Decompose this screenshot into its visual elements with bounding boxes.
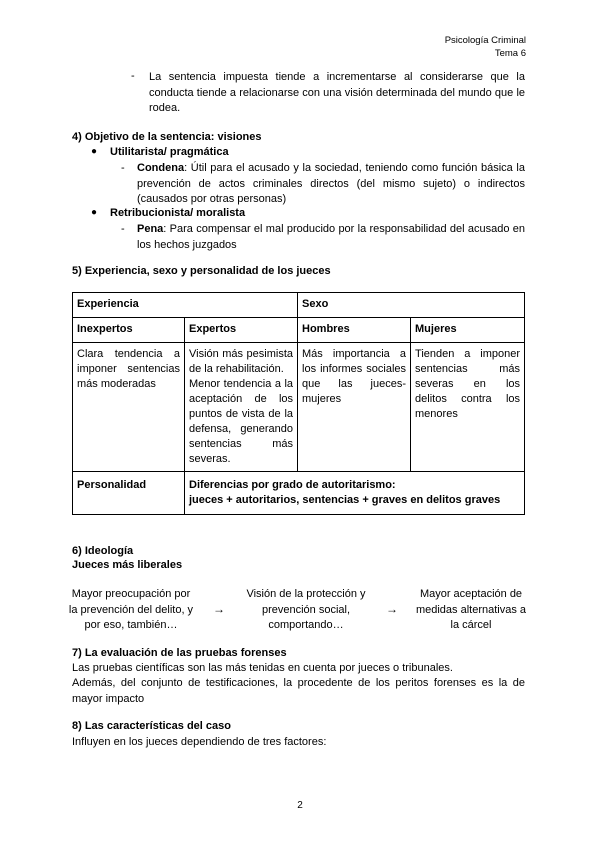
cell-mujeres: Tienden a imponer sentencias más severas en los delitos contra los menores (411, 343, 525, 472)
flow-step-3: Mayor aceptación de medidas alternativas a la cárcel (415, 588, 527, 631)
retribucionista-title: Retribucionista/ moralista (110, 207, 246, 219)
intro-dash: - (131, 70, 135, 82)
section6-title: 6) Ideología (72, 545, 134, 557)
flow-step-2: Visión de la protección y prevención social, comportando… (246, 588, 366, 631)
section4-title: 4) Objetivo de la sentencia: visiones (72, 131, 262, 143)
table-row (73, 293, 525, 318)
table-row (73, 472, 525, 515)
bullet-retribucionista: ● (91, 207, 98, 218)
section8-title: 8) Las características del caso (72, 720, 231, 732)
condena-text: : Útil para el acusado y la sociedad, teniendo como función básica la prevención de actos criminales directos (del mismo sujeto) o indirectos (causados por otras personas) (137, 162, 525, 205)
header-topic: Tema 6 (494, 48, 526, 59)
intro-paragraph: La sentencia impuesta tiende a incrementarse al considerarse que la conducta tiende a relacionarse con una visión determinada del mundo que le rodea. (149, 71, 525, 114)
header-inexpertos: Inexpertos (73, 318, 185, 343)
cell-autoritarismo (185, 472, 525, 515)
condena-paragraph (137, 161, 525, 208)
flow-arrow-2: → (386, 602, 398, 616)
page-header (445, 34, 526, 60)
bullet-utilitarista: ● (91, 146, 98, 157)
table-row (73, 318, 525, 343)
page-number: 2 (297, 800, 303, 811)
section8-p1: Influyen en los jueces dependiendo de tres factores: (72, 736, 327, 748)
section7-title: 7) La evaluación de las pruebas forenses (72, 647, 287, 659)
cell-hombres: Más importancia a los informes sociales que las jueces-mujeres (298, 343, 411, 472)
header-hombres: Hombres (298, 318, 411, 343)
header-experiencia: Experiencia (73, 293, 298, 318)
header-mujeres: Mujeres (411, 318, 525, 343)
section6-subtitle: Jueces más liberales (72, 559, 183, 571)
flow-arrow-1: → (213, 602, 225, 616)
pena-text: : Para compensar el mal producido por la responsabilidad del acusado en los hechos juzgados (137, 223, 525, 251)
header-sexo: Sexo (298, 293, 525, 318)
condena-dash: - (121, 162, 125, 174)
autoritarismo-line1: Diferencias por grado de autoritarismo: (189, 479, 396, 491)
section7-p2: Además, del conjunto de testificaciones, la procedente de los peritos forenses es la de mayor impacto (72, 677, 525, 705)
section7-p1: Las pruebas científicas son las más tenidas en cuenta por jueces o tribunales. (72, 662, 453, 674)
cell-personalidad: Personalidad (73, 472, 185, 515)
flow-step-1: Mayor preocupación por la prevención del delito, y por eso, también… (68, 588, 194, 631)
pena-dash: - (121, 223, 125, 235)
autoritarismo-line2: jueces + autoritarios, sentencias + graves en delitos graves (189, 494, 501, 506)
cell-expertos (185, 343, 298, 472)
pena-term: Pena (137, 223, 164, 235)
expertos-line1: Visión más pesimista de la rehabilitación. (189, 348, 294, 375)
section5-title: 5) Experiencia, sexo y personalidad de los jueces (72, 265, 331, 277)
utilitarista-title: Utilitarista/ pragmática (110, 146, 229, 158)
header-expertos: Expertos (185, 318, 298, 343)
cell-inexpertos: Clara tendencia a imponer sentencias más moderadas (73, 343, 185, 472)
expertos-line2: Menor tendencia a la aceptación de los puntos de vista de la defensa, generando sentencias más severas. (189, 378, 294, 465)
pena-paragraph (137, 222, 525, 253)
condena-term: Condena (137, 162, 185, 174)
judges-table (72, 292, 525, 515)
header-subject: Psicología Criminal (444, 35, 526, 46)
table-row (73, 343, 525, 472)
